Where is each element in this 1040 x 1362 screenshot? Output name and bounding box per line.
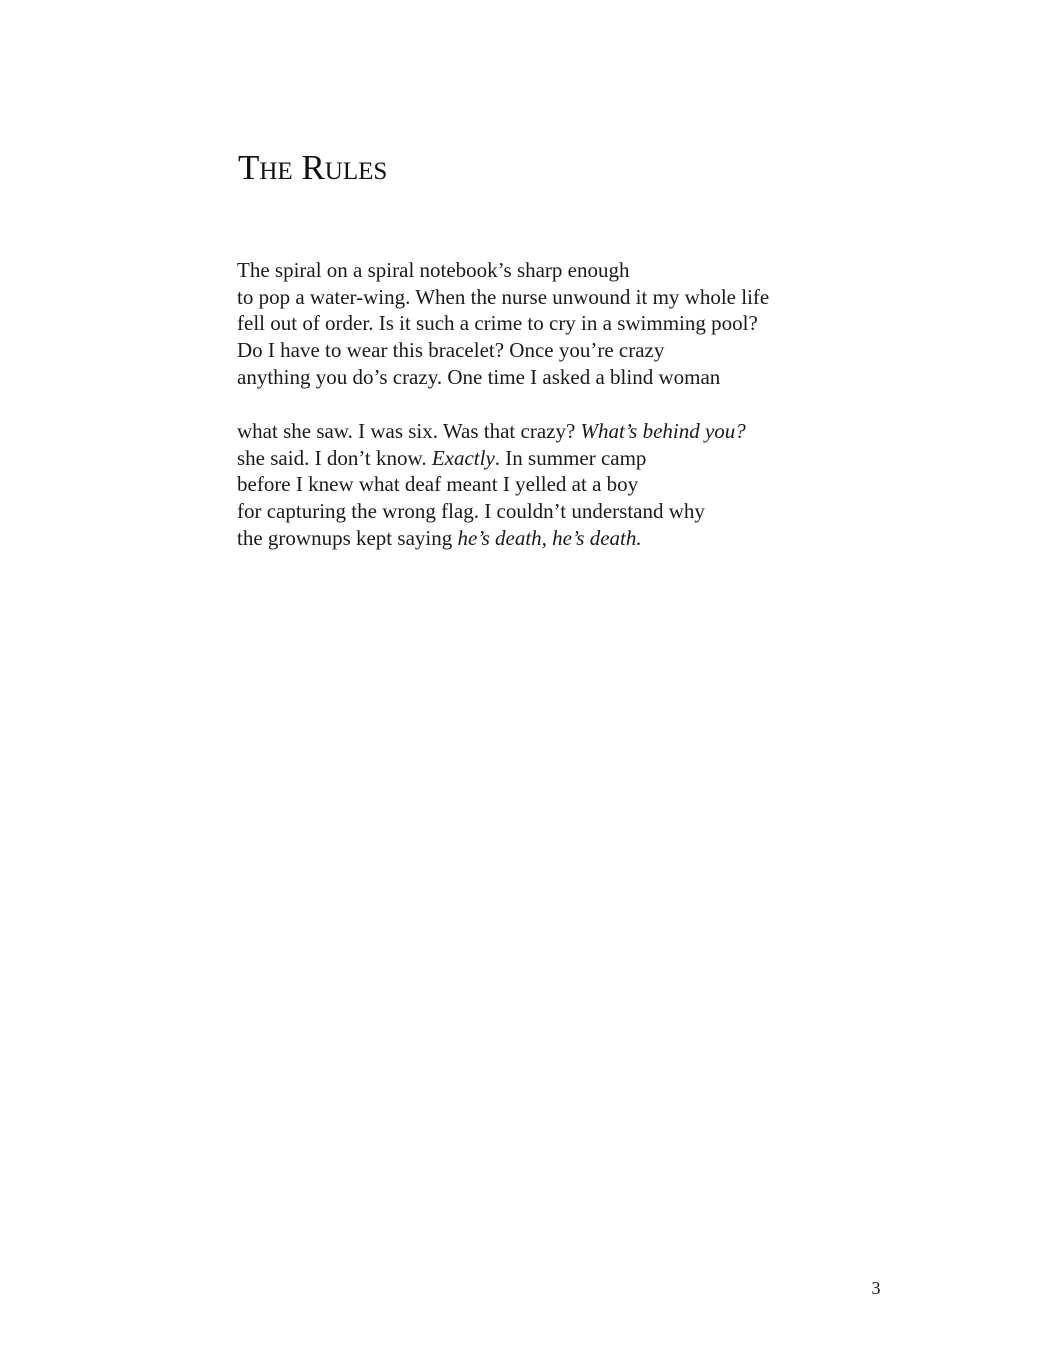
line-text: what she saw. I was six. Was that crazy?: [237, 419, 581, 443]
poem-line: [237, 525, 746, 552]
poem-line: before I knew what deaf meant I yelled at a boy: [237, 472, 639, 497]
line-text: she said. I don’t know.: [237, 445, 432, 470]
poem-line: The spiral on a spiral notebook’s sharp enough: [237, 258, 630, 282]
poem-line: [237, 418, 746, 445]
poem-title: The Rules: [238, 148, 388, 187]
poem-line: for capturing the wrong flag. I couldn’t understand why: [237, 499, 705, 524]
poem-line: [237, 445, 746, 472]
line-text: the grownups kept saying: [237, 525, 458, 550]
poem-line: anything you do’s crazy. One time I asked a blind woman: [237, 364, 721, 389]
italic-word: Exactly: [431, 445, 495, 470]
stanza-1: [237, 257, 769, 391]
poem-line: fell out of order. Is it such a crime to cry in a swimming pool?: [237, 311, 758, 336]
stanza-2: [237, 418, 746, 552]
poem-line: to pop a water-wing. When the nurse unwound it my whole life: [237, 284, 770, 309]
page-number: 3: [871, 1278, 881, 1298]
italic-phrase: he’s death, he’s death.: [457, 525, 642, 550]
italic-phrase: What’s behind you?: [580, 419, 746, 443]
poem-line: Do I have to wear this bracelet? Once you’re crazy: [237, 338, 665, 363]
line-text: . In summer camp: [494, 445, 647, 470]
